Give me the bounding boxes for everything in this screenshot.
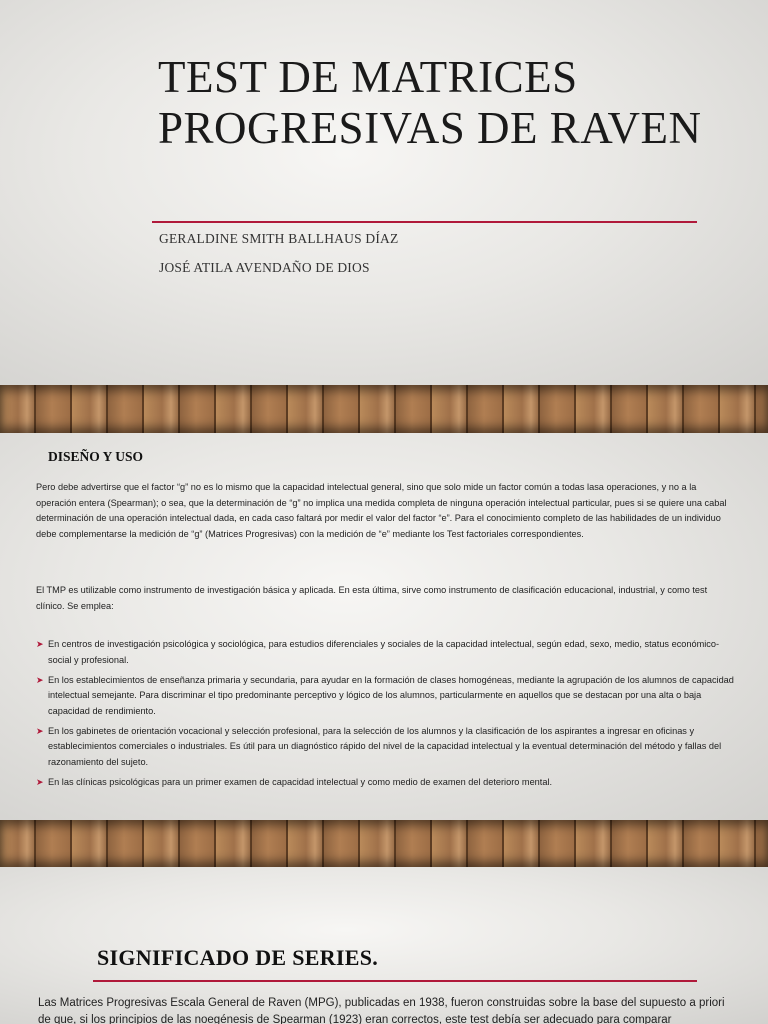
body-paragraph-1: Pero debe advertirse que el factor “g” no es lo mismo que la capacidad intelectual general, sino que solo mide un factor común a todas lasa operaciones, y no a la operación entera (Spearman); o sea, que la determinación de “g” no implica una medida completa de ninguna operación intelectual particular, pues si se quiere una cabal determinación de una operación intelectual dada, en cada caso faltará por medir el valor del factor “e”. Para el conocimiento completo de las habilidades de un individuo debe complementarse la medición de “g” (Matrices Progresivas) con la medición de “e” mediante los Test factoriales correspondientes. <box>36 482 727 539</box>
wood-floor-band <box>0 385 768 433</box>
list-item <box>36 775 736 791</box>
title-divider <box>152 221 697 223</box>
arrow-bullet-icon: ➤ <box>36 776 44 787</box>
body-paragraph-2: El TMP es utilizable como instrumento de investigación básica y aplicada. En esta última, sirve como instrumento de clasificación educacional, industrial, y como test clínico. Se emplea: <box>36 585 708 611</box>
section-heading: DISEÑO Y USO <box>48 449 144 464</box>
author-name-1: GERALDINE SMITH BALLHAUS DÍAZ <box>159 231 399 246</box>
list-item-text: En los gabinetes de orientación vocacional y selección profesional, para la selección de los alumnos y la clasificación de los aspirantes a ingresar en oficinas y establecimientos comerciales o industriales. Es útil para un diagnóstico rápido del nivel de la capacidad intelectual y la eventual determinación del método y fallas del razonamiento del sujeto. <box>48 725 722 767</box>
arrow-bullet-icon: ➤ <box>36 725 44 736</box>
list-item-text: En los establecimientos de enseñanza primaria y secundaria, para ayudar en la formación de clases homogéneas, mediante la agrupación de los alumnos de capacidad intelectual semejante. Para discriminar el tipo predominante perceptivo y lógico de los alumnos, particularmente en aquellos que se destacan por una alta o baja capacidad de rendimiento. <box>48 674 734 716</box>
author-name-2: JOSÉ ATILA AVENDAÑO DE DIOS <box>159 260 370 275</box>
usage-list <box>36 637 736 795</box>
list-item <box>36 637 736 668</box>
heading-divider <box>93 980 697 982</box>
slide-title-heading: TEST DE MATRICES PROGRESIVAS DE RAVEN <box>158 52 702 153</box>
arrow-bullet-icon: ➤ <box>36 639 44 649</box>
slide-series-meaning <box>0 867 768 1024</box>
list-item-text: En centros de investigación psicológica y sociológica, para estudios diferenciales y sociales de la capacidad intelectual, según edad, sexo, medio, status económico-social y profesional. <box>48 639 720 665</box>
slide-design-use <box>0 433 768 820</box>
section-heading: SIGNIFICADO DE SERIES. <box>97 945 379 970</box>
list-item <box>36 673 736 720</box>
slide-title <box>0 0 768 385</box>
list-item-text: En las clínicas psicológicas para un primer examen de capacidad intelectual y como medio de examen del deterioro mental. <box>48 776 553 787</box>
wood-floor-band <box>0 820 768 867</box>
arrow-bullet-icon: ➤ <box>36 674 44 685</box>
body-paragraph: Las Matrices Progresivas Escala General de Raven (MPG), publicadas en 1938, fueron construidas sobre la base del supuesto a priori de que, si los principios de las noegénesis de Spearman (1923) eran correctos, este test debía ser adecuado para comparar <box>38 997 725 1024</box>
list-item <box>36 724 736 771</box>
